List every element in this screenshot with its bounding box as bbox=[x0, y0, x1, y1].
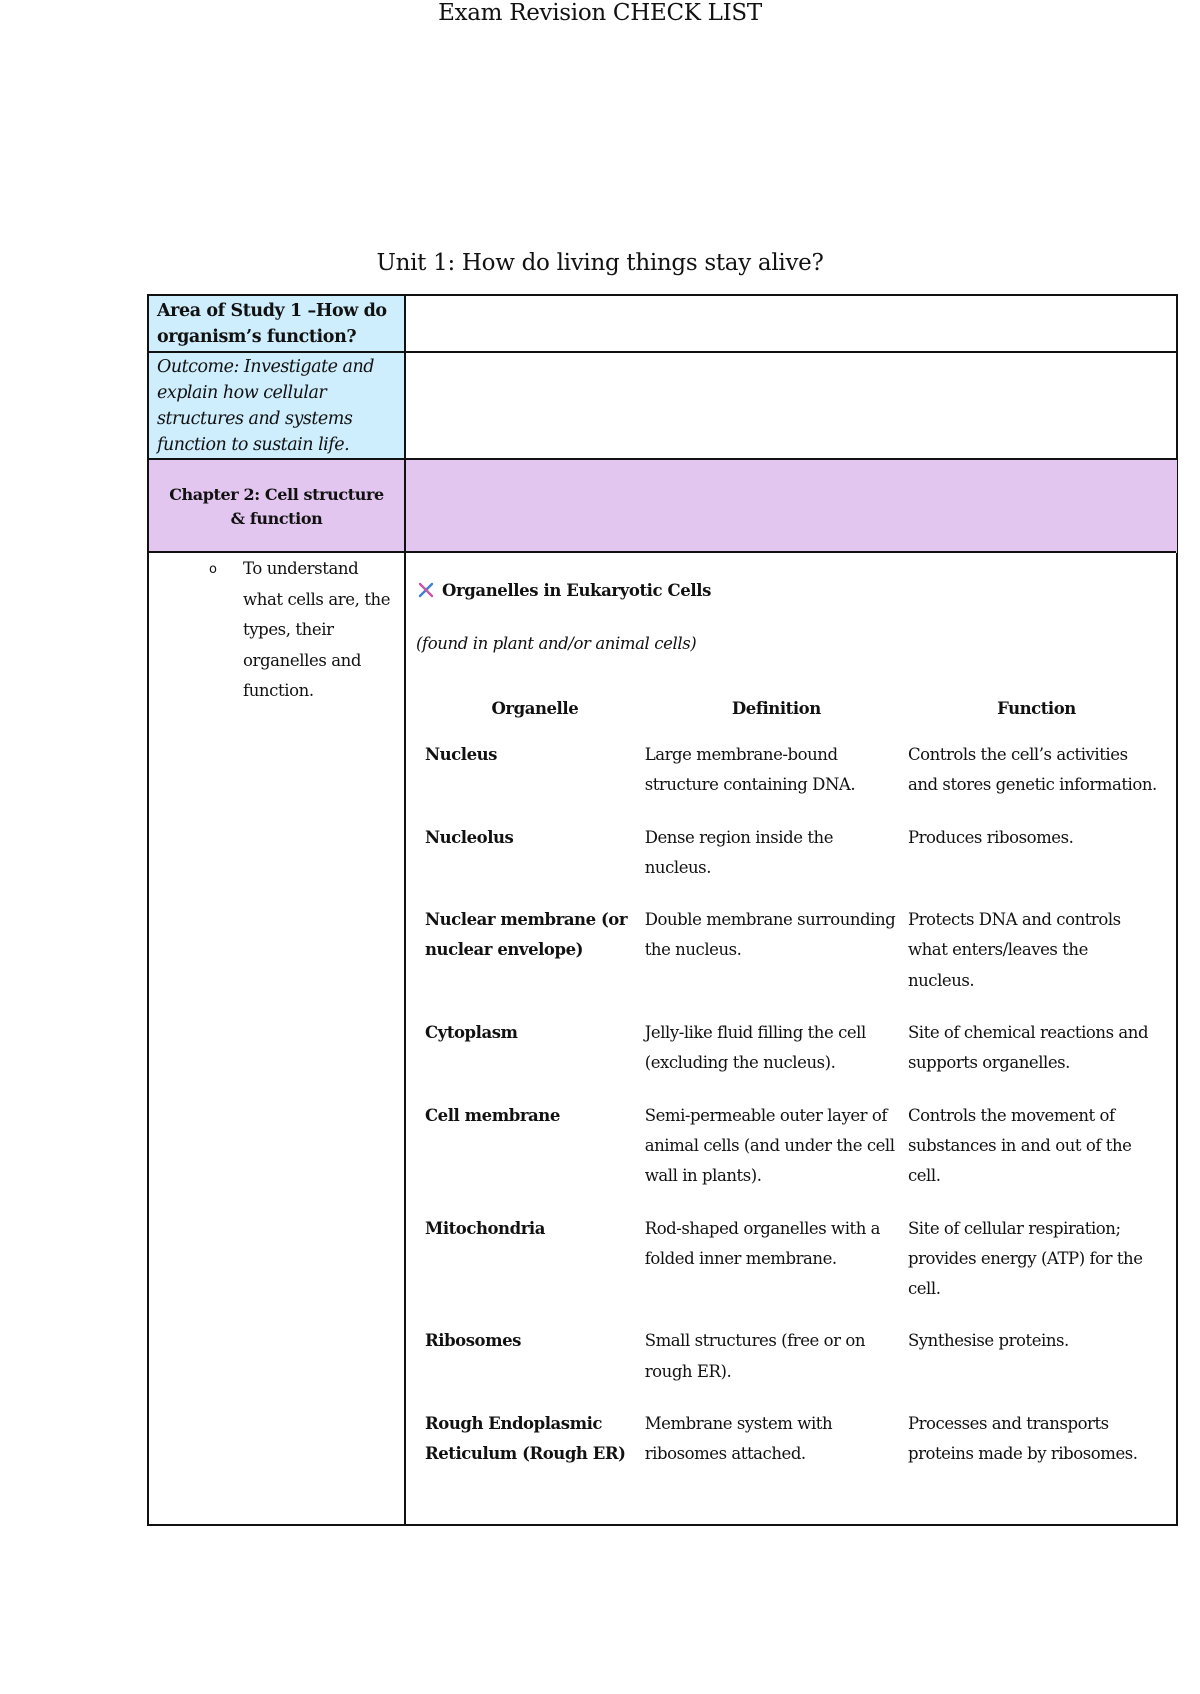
bullet-marker: o bbox=[209, 562, 217, 577]
organelle-name: Nuclear membrane (or nuclear envelope) bbox=[425, 910, 628, 960]
chapter-label: Chapter 2: Cell structure & function bbox=[169, 484, 384, 528]
organelles-table bbox=[425, 694, 1165, 1492]
document-subtitle: Unit 1: How do living things stay alive? bbox=[376, 250, 824, 276]
table-row bbox=[425, 740, 1165, 823]
organelle-definition: Small structures (free or on rough ER). bbox=[644, 1331, 866, 1381]
organelle-function: Produces ribosomes. bbox=[907, 827, 1074, 847]
area-of-study-cell: Area of Study 1 –How do organism’s function? bbox=[149, 296, 404, 351]
organelle-function: Synthesise proteins. bbox=[907, 1331, 1069, 1351]
table-row bbox=[425, 1409, 1165, 1492]
organelle-function: Site of cellular respiration; provides energy (ATP) for the cell. bbox=[907, 1218, 1143, 1299]
dna-icon bbox=[416, 580, 436, 600]
organelle-name: Ribosomes bbox=[425, 1331, 522, 1351]
organelles-header-row bbox=[425, 694, 1165, 740]
chapter-detail-cell bbox=[406, 460, 1177, 553]
chapter-cell bbox=[149, 460, 404, 553]
organelle-definition: Dense region inside the nucleus. bbox=[644, 827, 834, 877]
organelle-definition: Large membrane-bound structure containing DNA. bbox=[644, 745, 856, 795]
row-divider bbox=[149, 551, 1176, 553]
table-row bbox=[425, 1101, 1165, 1214]
organelle-function: Controls the movement of substances in and out of the cell. bbox=[907, 1105, 1132, 1186]
organelle-name: Nucleolus bbox=[425, 827, 514, 847]
document-title: Exam Revision CHECK LIST bbox=[438, 0, 762, 26]
organelle-name: Mitochondria bbox=[425, 1218, 545, 1238]
learning-objective: To understand what cells are, the types, their organelles and function. bbox=[243, 559, 391, 700]
section-heading-text: Organelles in Eukaryotic Cells bbox=[442, 580, 711, 600]
row-divider bbox=[149, 458, 1176, 460]
column-divider bbox=[404, 296, 406, 1524]
table-row bbox=[425, 823, 1165, 906]
column-header-organelle: Organelle bbox=[491, 699, 579, 718]
section-note: (found in plant and/or animal cells) bbox=[416, 634, 697, 653]
organelle-function: Protects DNA and controls what enters/leaves the nucleus. bbox=[907, 910, 1121, 990]
row-divider bbox=[149, 351, 1176, 353]
section-heading bbox=[416, 580, 711, 600]
column-header-definition: Definition bbox=[731, 699, 821, 718]
organelle-definition: Membrane system with ribosomes attached. bbox=[644, 1414, 833, 1464]
organelle-name: Cytoplasm bbox=[425, 1023, 518, 1043]
organelle-name: Nucleus bbox=[425, 745, 498, 764]
organelle-definition: Rod-shaped organelles with a folded inner membrane. bbox=[644, 1218, 881, 1268]
table-row bbox=[425, 1214, 1165, 1327]
organelle-function: Controls the cell’s activities and stores genetic information. bbox=[907, 745, 1157, 795]
organelle-name: Cell membrane bbox=[425, 1105, 560, 1125]
outcome-cell: Outcome: Investigate and explain how cellular structures and systems function to sustain life. bbox=[149, 353, 404, 458]
organelle-definition: Jelly-like fluid filling the cell (excluding the nucleus). bbox=[644, 1023, 866, 1073]
table-row bbox=[425, 1326, 1165, 1409]
organelle-definition: Double membrane surrounding the nucleus. bbox=[644, 910, 896, 960]
column-header-function: Function bbox=[997, 699, 1076, 718]
table-row bbox=[425, 905, 1165, 1018]
organelle-name: Rough Endoplasmic Reticulum (Rough ER) bbox=[425, 1414, 626, 1464]
checklist-table bbox=[147, 294, 1178, 1526]
table-row bbox=[425, 1018, 1165, 1101]
organelle-function: Site of chemical reactions and supports organelles. bbox=[907, 1023, 1149, 1073]
organelle-definition: Semi-permeable outer layer of animal cells (and under the cell wall in plants). bbox=[644, 1105, 895, 1186]
organelle-function: Processes and transports proteins made by ribosomes. bbox=[907, 1414, 1138, 1464]
